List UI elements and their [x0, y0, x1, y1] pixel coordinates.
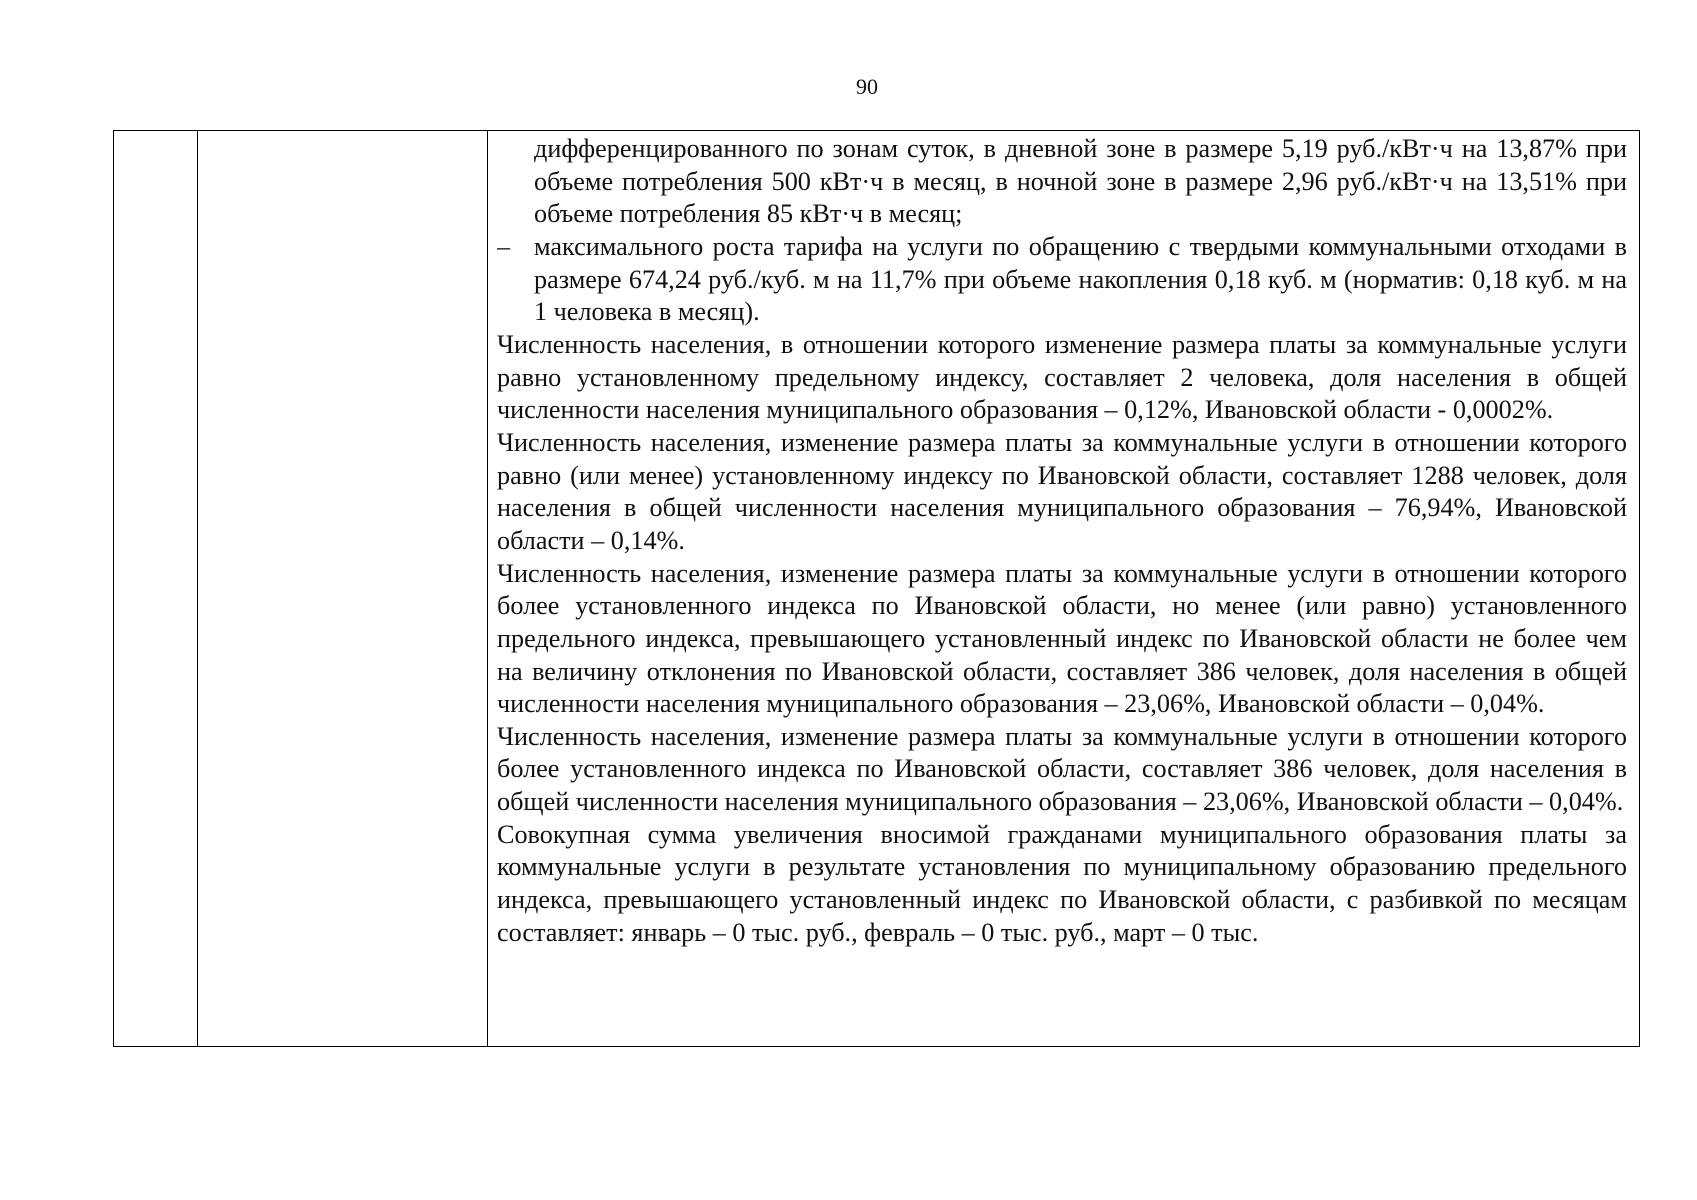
document-table	[113, 130, 1640, 1047]
column-divider-1	[197, 131, 198, 1046]
paragraph-population-between-indices: Численность населения, изменение размера платы за коммунальные услуги в отношении которого более установленного индекса по Ивановской области, но менее (или равно) установленного предельного индекса, превышающего установленный индекс по Ивановской области не более чем на величину отклонения по Ивановской области, составляет 386 человек, доля населения в общей численности населения муниципального образования – 23,06%, Ивановской области – 0,04%.	[497, 558, 1627, 719]
paragraph-population-above-index: Численность населения, изменение размера платы за коммунальные услуги в отношении которого более установленного индекса по Ивановской области, составляет 386 человек, доля населения в общей численности населения муниципального образования – 23,06%, Ивановской области – 0,04%.	[497, 721, 1627, 817]
column-divider-2	[487, 131, 488, 1046]
bullet-item	[497, 231, 1627, 329]
paragraph-total-increase: Совокупная сумма увеличения вносимой гражданами муниципального образования платы за коммунальные услуги в результате установления по муниципальному образованию предельного индекса, превышающего установленный индекс по Ивановской области, с разбивкой по месяцам составляет: январь – 0 тыс. руб., февраль – 0 тыс. руб., март – 0 тыс.	[497, 819, 1627, 947]
table-cell-content	[497, 133, 1627, 1045]
bullet-text: максимального роста тарифа на услуги по обращению с твердыми коммунальными отходами в размере 674,24 руб./куб. м на 11,7% при объеме накопления 0,18 куб. м (норматив: 0,18 куб. м на 1 человека в месяц).	[534, 231, 1627, 327]
paragraph-population-equal-or-less: Численность населения, изменение размера платы за коммунальные услуги в отношении которого равно (или менее) установленному индексу по Ивановской области, составляет 1288 человек, доля населения в общей численности населения муниципального образования – 76,94%, Ивановской области – 0,14%.	[497, 427, 1627, 555]
bullet-dash: –	[497, 231, 511, 261]
page-number: 90	[856, 74, 878, 99]
paragraph-population-limit-index: Численность населения, в отношении которого изменение размера платы за коммунальные услуги равно установленному предельному индексу, составляет 2 человека, доля населения в общей численности населения муниципального образования – 0,12%, Ивановской области - 0,0002%.	[497, 329, 1627, 425]
paragraph-continuation: дифференцированного по зонам суток, в дневной зоне в размере 5,19 руб./кВт·ч на 13,87% при объеме потребления 500 кВт·ч в месяц, в ночной зоне в размере 2,96 руб./кВт·ч на 13,51% при объеме потребления 85 кВт·ч в месяц;	[534, 134, 1627, 229]
